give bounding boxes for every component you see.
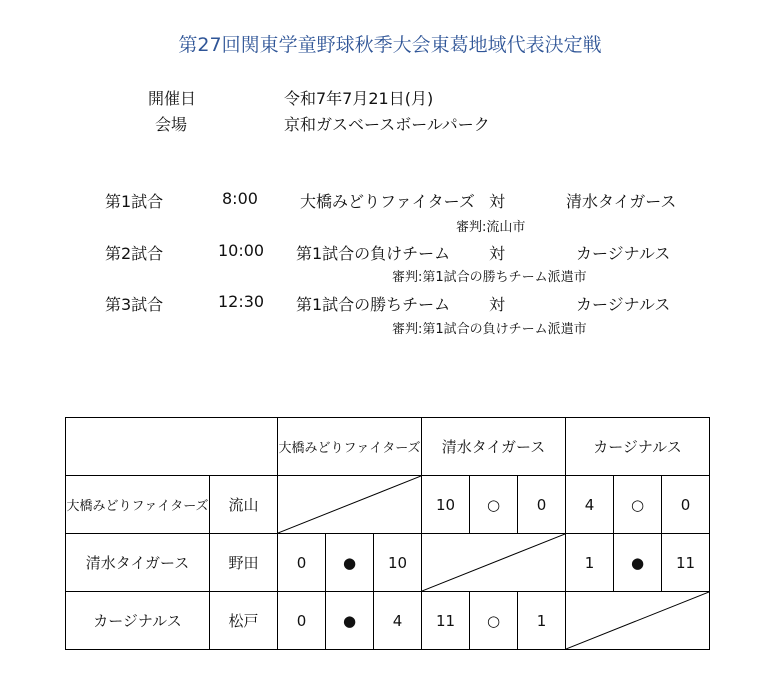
score-own: 4 <box>566 476 614 534</box>
column-header-label: 大橋みどりファイターズ <box>278 441 421 456</box>
score-opp: 10 <box>374 534 422 592</box>
result-mark: ○ <box>614 476 662 534</box>
column-header-3 <box>566 418 710 476</box>
score-own: 11 <box>422 592 470 650</box>
diagonal-cell <box>422 534 566 592</box>
column-header-1 <box>278 418 422 476</box>
result-mark: ● <box>614 534 662 592</box>
game-1-away: 清水タイガース <box>566 192 677 211</box>
table-row <box>66 592 710 650</box>
score-own: 0 <box>278 534 326 592</box>
date-value: 令和7年7月21日(月) <box>284 89 434 108</box>
row-city: 野田 <box>210 534 278 592</box>
score-own: 0 <box>278 592 326 650</box>
date-label: 開催日 <box>148 89 197 108</box>
score-opp: 1 <box>518 592 566 650</box>
game-1-name: 第1試合 <box>105 192 164 211</box>
game-3-name: 第3試合 <box>105 295 164 314</box>
game-1-vs: 対 <box>489 192 506 211</box>
row-team-label: カージナルス <box>93 612 182 630</box>
table-row <box>66 534 710 592</box>
score-own: 10 <box>422 476 470 534</box>
game-2-name: 第2試合 <box>105 244 164 263</box>
result-mark: ● <box>326 592 374 650</box>
result-mark: ○ <box>470 592 518 650</box>
game-1-home: 大橋みどりファイターズ <box>300 192 475 211</box>
score-opp: 4 <box>374 592 422 650</box>
row-team-label: 大橋みどりファイターズ <box>66 499 209 514</box>
game-2-vs: 対 <box>489 244 506 263</box>
game-2-away: カージナルス <box>576 244 671 263</box>
venue-value: 京和ガスベースボールパーク <box>284 115 490 134</box>
column-header-2 <box>422 418 566 476</box>
game-3-home: 第1試合の勝ちチーム <box>296 295 451 314</box>
game-3-referee: 審判:第1試合の負けチーム派遣市 <box>392 322 587 337</box>
corner-cell <box>66 418 278 476</box>
game-3-time: 12:30 <box>218 292 265 311</box>
game-2-time: 10:00 <box>218 241 265 260</box>
row-city: 松戸 <box>210 592 278 650</box>
page-title: 第27回関東学童野球秋季大会東葛地域代表決定戦 <box>178 34 602 56</box>
result-mark: ○ <box>470 476 518 534</box>
row-team <box>66 476 210 534</box>
game-3-vs: 対 <box>489 295 506 314</box>
venue-label: 会場 <box>155 115 188 134</box>
score-opp: 0 <box>518 476 566 534</box>
row-team <box>66 592 210 650</box>
game-1-time: 8:00 <box>222 189 258 208</box>
score-own: 1 <box>566 534 614 592</box>
column-header-label: 清水タイガース <box>441 438 546 456</box>
diagonal-cell <box>278 476 422 534</box>
results-table <box>65 417 710 650</box>
game-1-referee: 審判:流山市 <box>456 220 526 235</box>
diagonal-cell <box>566 592 710 650</box>
table-header-row <box>66 418 710 476</box>
game-3-away: カージナルス <box>576 295 671 314</box>
game-2-home: 第1試合の負けチーム <box>296 244 451 263</box>
column-header-label: カージナルス <box>593 438 682 456</box>
score-opp: 11 <box>662 534 710 592</box>
score-opp: 0 <box>662 476 710 534</box>
table-row <box>66 476 710 534</box>
row-team-label: 清水タイガース <box>85 554 190 572</box>
row-team <box>66 534 210 592</box>
game-2-referee: 審判:第1試合の勝ちチーム派遣市 <box>392 270 587 285</box>
row-city: 流山 <box>210 476 278 534</box>
result-mark: ● <box>326 534 374 592</box>
